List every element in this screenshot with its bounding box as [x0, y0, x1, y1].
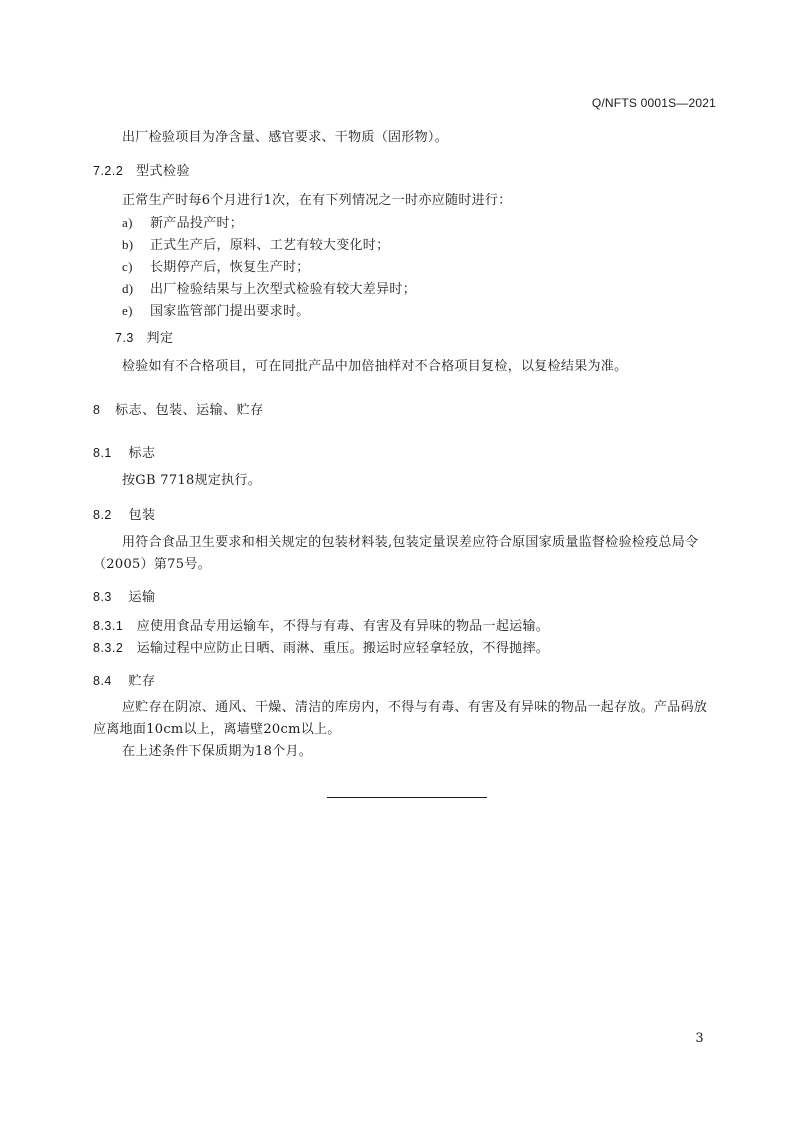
list-item: [122, 300, 310, 323]
list-item-text: 新产品投产时；: [150, 216, 244, 231]
section-number: 8.2: [93, 508, 112, 522]
section-number: 8.4: [93, 674, 112, 688]
list-item-text: 长期停产后，恢复生产时；: [150, 260, 310, 275]
section-title: 包装: [128, 508, 156, 523]
storage-text: 应贮存在阴凉、通风、干燥、清洁的库房内，不得与有毒、有害及有异味的物品一起存放。产品码放应离地面10cm以上，离墙壁20cm以上。: [93, 700, 708, 737]
clause-text: 应使用食品专用运输车，不得与有毒、有害及有异味的物品一起运输。: [136, 619, 550, 634]
section-title: 判定: [146, 331, 174, 346]
list-marker: c): [122, 259, 133, 274]
list-item: [122, 212, 243, 235]
section-8-3-heading: [93, 586, 156, 605]
end-of-document-rule: [327, 797, 487, 798]
section-8-4-heading: [93, 670, 156, 689]
list-item-text: 正式生产后，原料、工艺有较大变化时；: [150, 238, 390, 253]
chapter-title: 标志、包装、运输、贮存: [115, 403, 264, 418]
clause-number: 8.3.2: [93, 641, 124, 655]
clause-number: 8.3.1: [93, 619, 124, 633]
section-number: 8.3: [93, 590, 112, 604]
list-marker: e): [122, 303, 133, 318]
transport-clause-2: [93, 637, 549, 660]
section-number: 8.1: [93, 446, 112, 460]
section-number: 7.2.2: [93, 164, 124, 178]
chapter-number: 8: [93, 403, 101, 417]
section-title: 贮存: [128, 674, 156, 689]
marking-text: 按GB 7718规定执行。: [122, 473, 262, 488]
clause-text: 运输过程中应防止日晒、雨淋、重压。搬运时应轻拿轻放，不得抛摔。: [136, 641, 550, 656]
list-item-text: 出厂检验结果与上次型式检验有较大差异时；: [150, 282, 417, 297]
judgement-text: 检验如有不合格项目，可在同批产品中加倍抽样对不合格项目复检，以复检结果为准。: [122, 359, 628, 374]
type-inspection-intro: 正常生产时每6个月进行1次，在有下列情况之一时亦应随时进行：: [122, 193, 512, 208]
factory-inspection-items-text: 出厂检验项目为净含量、感官要求、干物质（固形物）。: [122, 130, 449, 145]
list-marker: d): [122, 281, 134, 296]
packaging-text: 用符合食品卫生要求和相关规定的包装材料装,包装定量误差应符合原国家质量监督检验检疫总局令（2005）第75号。: [93, 535, 699, 572]
list-item: [122, 256, 310, 279]
section-7-3-heading: [115, 327, 174, 346]
page-number: 3: [695, 1031, 704, 1046]
section-8-1-heading: [93, 442, 156, 461]
section-title: 标志: [128, 446, 156, 461]
section-title: 型式检验: [135, 164, 190, 179]
section-number: 7.3: [115, 331, 134, 345]
document-code-header: Q/NFTS 0001S—2021: [591, 96, 716, 110]
shelf-life-text: 在上述条件下保质期为18个月。: [122, 744, 313, 759]
list-item: [122, 234, 389, 257]
list-item-text: 国家监管部门提出要求时。: [150, 304, 310, 319]
transport-clause-1: [93, 615, 549, 638]
section-7-2-2-heading: [93, 160, 190, 179]
list-item: [122, 278, 416, 301]
list-marker: a): [122, 215, 133, 230]
section-title: 运输: [128, 590, 156, 605]
section-8-2-heading: [93, 504, 156, 523]
chapter-8-heading: [93, 399, 264, 418]
list-marker: b): [122, 237, 134, 252]
